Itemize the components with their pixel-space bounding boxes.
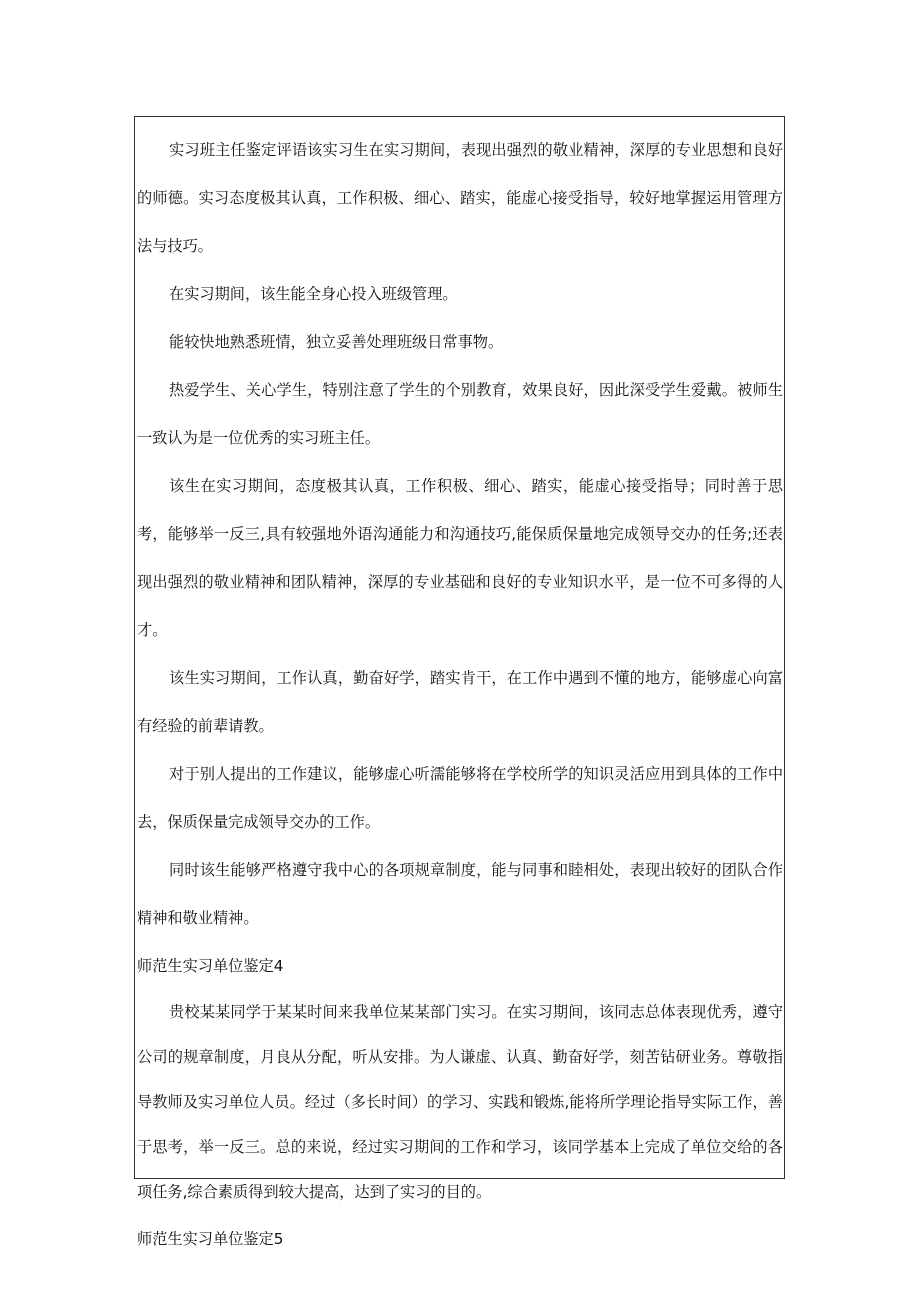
paragraph-attitude: 该生在实习期间，态度极其认真，工作积极、细心、踏实，能虚心接受指导；同时善于思考，能够举一反三,具有较强地外语沟通能力和沟通技巧,能保质保量地完成领导交办的任务;还表现出强烈的敬业精神和团队精神，深厚的专业基础和良好的专业知识水平，是一位不可多得的人才。 — [137, 477, 783, 639]
paragraph-diligence: 该生实习期间，工作认真，勤奋好学，踏实肯干，在工作中遇到不懂的地方，能够虚心向富有经验的前辈请教。 — [137, 669, 783, 735]
paragraph-love-students: 热爱学生、关心学生，特别注意了学生的个别教育，效果良好，因此深受学生爱戴。被师生一致认为是一位优秀的实习班主任。 — [137, 381, 783, 447]
document-body — [137, 126, 783, 1263]
paragraph-class-affairs: 能较快地熟悉班情，独立妥善处理班级日常事物。 — [169, 333, 504, 351]
paragraph-rules: 同时该生能够严格遵守我中心的各项规章制度，能与同事和睦相处，表现出较好的团队合作精神和敬业精神。 — [137, 861, 783, 927]
paragraph-class-management: 在实习期间，该生能全身心投入班级管理。 — [169, 285, 458, 303]
paragraph-suggestions: 对于别人提出的工作建议，能够虚心听濡能够将在学校所学的知识灵活应用到具体的工作中去，保质保量完成领导交办的工作。 — [137, 765, 783, 831]
section-heading-4: 师范生实习单位鉴定4 — [137, 957, 284, 975]
paragraph-evaluation-intro: 实习班主任鉴定评语该实习生在实习期间，表现出强烈的敬业精神，深厚的专业思想和良好的师德。实习态度极其认真，工作积极、细心、踏实，能虚心接受指导，较好地掌握运用管理方法与技巧。 — [137, 141, 783, 255]
section-heading-5: 师范生实习单位鉴定5 — [137, 1230, 284, 1248]
paragraph-unit-evaluation-4: 贵校某某同学于某某时间来我单位某某部门实习。在实习期间，该同志总体表现优秀，遵守公司的规章制度，月良从分配，听从安排。为人谦虚、认真、勤奋好学，刻苦钻研业务。尊敬指导教师及实习单位人员。经过（多长时间）的学习、实践和锻炼,能将所学理论指导实际工作，善于思考，举一反三。总的来说，经过实习期间的工作和学习，该同学基本上完成了单位交给的各项任务,综合素质得到较大提高，达到了实习的目的。 — [137, 1003, 783, 1201]
